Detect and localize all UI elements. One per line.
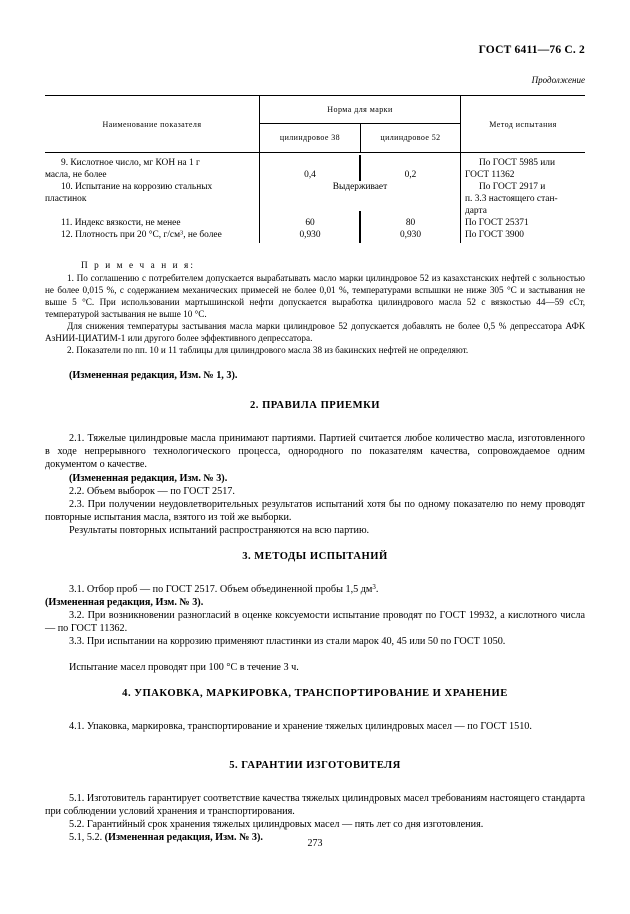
paragraph-3-1-tail: . <box>375 584 379 595</box>
row-10-name-line2: пластинок <box>45 193 87 204</box>
row-12-name-tail: , не более <box>183 230 222 240</box>
revision-note-2-1: (Измененная редакция, Изм. № 3). <box>69 473 228 484</box>
row-12-name-superscript: 3 <box>180 229 184 237</box>
row-12-value-52: 0,930 <box>399 230 422 240</box>
paragraph-3-2: 3.2. При возникновении разногласий в оценке коксуемости испытание проводят по ГОСТ 19932, а кислотного числа — по ГОСТ 11362. <box>45 610 585 635</box>
body-divider-right <box>460 153 461 243</box>
row-11-value-52: 80 <box>405 218 416 228</box>
note-item: 1. По соглашению с потребителем допускается вырабатывать масло марки цилиндровое 52 из казахстанских нефтей с зольностью не более 0,015 %, с содержанием механических примесей не более 0,01 %, температурами вспышки не ниже 305 °С и застывания не выше 5 °С. При использовании мартышинской нефти допускается выработка цилиндрового масла 52 с вязкостью 44—59 сСт, температурой застывания не выше 10 °С. <box>45 272 585 319</box>
table-row <box>45 218 252 230</box>
paragraph-2-2: 2.2. Объем выборок — по ГОСТ 2517. <box>69 486 235 497</box>
column-header-method: Метод испытания <box>489 119 557 129</box>
row-12-name: 12. Плотность при 20 °С, г/см <box>61 230 181 240</box>
row-11-name: 11. Индекс вязкости, не менее <box>61 218 181 228</box>
section-3-heading: 3. МЕТОДЫ ИСПЫТАНИЙ <box>242 551 388 562</box>
row-10-method-line2: п. 3.3 настоящего стан- <box>465 193 558 204</box>
page-number: 273 <box>307 838 323 849</box>
specification-table <box>45 95 585 243</box>
notes-title: П р и м е ч а н и я: <box>81 260 196 270</box>
table-row <box>45 230 252 242</box>
note-item: 2. Показатели по пп. 10 и 11 таблицы для цилиндрового масла 38 из бакинских нефтей не определяют. <box>67 345 469 356</box>
note-item: Для снижения температуры застывания масла марки цилиндровое 52 допускается добавлять не более 0,5 % депрессатора АФК АзНИИ-ЦИАТИМ-1 или другого более эффективного депрессатора. <box>45 320 585 344</box>
column-header-grade-52: цилиндровое 52 <box>380 133 441 142</box>
paragraph-3-1 <box>45 583 585 596</box>
paragraph-3-1-superscript: 3 <box>372 584 376 592</box>
section-5-heading: 5. ГАРАНТИИ ИЗГОТОВИТЕЛЯ <box>229 760 401 771</box>
table-notes <box>45 259 585 356</box>
revision-note-table: (Измененная редакция, Изм. № 1, 3). <box>69 370 238 381</box>
table-header <box>45 96 585 152</box>
table-row <box>45 182 252 206</box>
row-12-method: По ГОСТ 3900 <box>465 230 524 240</box>
paragraph-5-1: 5.1. Изготовитель гарантирует соответствие качества тяжелых цилиндровых масел требованиям настоящего стандарта при соблюдении условий хранения и транспортирования. <box>45 793 585 818</box>
row-12-value-38: 0,930 <box>299 230 321 240</box>
revision-bold-text: (Измененная редакция, Изм. № 3). <box>104 832 263 843</box>
column-header-grade-38: цилиндровое 38 <box>279 133 341 142</box>
column-header-norm-group: Норма для марки <box>327 105 393 114</box>
row-9-value-38: 0,4 <box>304 170 316 180</box>
row-11-value-38: 60 <box>305 218 315 228</box>
paragraph-2-1: 2.1. Тяжелые цилиндровые масла принимают партиями. Партией считается любое количество масла, изготовленного в ходе непрерывного технологического процесса, однородного по показателям качества, сопровождаемое одним документом о качестве. <box>45 433 585 471</box>
running-head: ГОСТ 6411—76 С. 2 <box>478 44 585 56</box>
table-body <box>45 153 585 243</box>
row-11-method: По ГОСТ 25371 <box>465 218 529 228</box>
paragraph-3-1-text: 3.1. Отбор проб — по ГОСТ 2517. Объем объединенной пробы 1,5 дм <box>69 584 373 595</box>
row-10-method <box>465 182 585 217</box>
table-row <box>45 158 252 182</box>
paragraph-3-3: 3.3. При испытании на коррозию применяют пластинки из стали марок 40, 45 или 50 по ГОСТ 1050. <box>69 636 506 647</box>
row-10-method-line1: По ГОСТ 2917 и <box>479 182 546 192</box>
paragraph-2-3-b: Результаты повторных испытаний распространяются на всю партию. <box>69 525 370 536</box>
section-2-heading: 2. ПРАВИЛА ПРИЕМКИ <box>249 400 381 411</box>
row-9-value-52: 0,2 <box>404 170 417 180</box>
row-9-method-line1: По ГОСТ 5985 или <box>479 158 556 168</box>
column-header-name: Наименование показателя <box>102 119 202 129</box>
paragraph-4-1: 4.1. Упаковка, маркировка, транспортирование и хранение тяжелых цилиндровых масел — по ГОСТ 1510. <box>69 721 532 732</box>
row-9-method <box>465 158 585 182</box>
row-9-method-line2: ГОСТ 11362 <box>465 169 515 180</box>
row-10-name-line1: 10. Испытание на коррозию стальных <box>61 182 213 192</box>
revision-prefix: 5.1, 5.2. <box>69 832 105 843</box>
paragraph-5-2: 5.2. Гарантийный срок хранения тяжелых цилиндровых масел — пять лет со дня изготовления. <box>69 819 484 830</box>
row-10-value-span: Выдерживает <box>332 182 388 192</box>
continued-label: Продолжение <box>531 75 585 85</box>
row-10-method-line3: дарта <box>465 205 487 216</box>
section-4-heading: 4. УПАКОВКА, МАРКИРОВКА, ТРАНСПОРТИРОВАНИЕ И ХРАНЕНИЕ <box>122 688 508 699</box>
revision-note-3-1: (Измененная редакция, Изм. № 3). <box>45 597 204 608</box>
row-9-name-line2: масла, не более <box>45 169 107 180</box>
row-9-name-line1: 9. Кислотное число, мг КОН на 1 г <box>61 158 200 168</box>
paragraph-2-3: 2.3. При получении неудовлетворительных результатов испытаний хотя бы по одному показателю по нему проводят повторные испытания масла, взятого из той же выборки. <box>45 499 585 524</box>
paragraph-3-3-b: Испытание масел проводят при 100 °С в течение 3 ч. <box>69 662 299 673</box>
